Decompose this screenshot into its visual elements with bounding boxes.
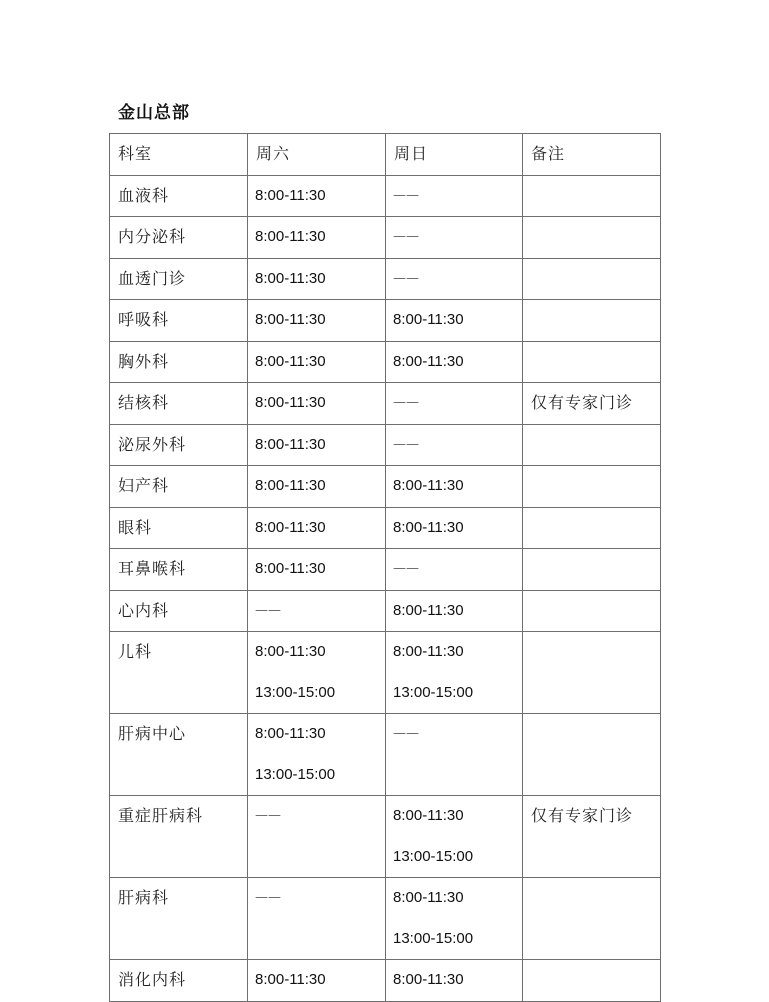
table-row xyxy=(110,341,661,383)
department-name: 心内科 xyxy=(118,600,170,620)
table-row xyxy=(110,714,661,796)
department-cell xyxy=(110,217,248,259)
header-cell-sunday xyxy=(386,134,523,176)
notes-cell xyxy=(523,341,661,383)
saturday-hours-cell xyxy=(248,632,386,714)
department-name: 泌尿外科 xyxy=(118,434,187,454)
department-name: 眼科 xyxy=(118,517,153,537)
header-row xyxy=(110,134,661,176)
hours-text: 8:00-11:30 xyxy=(393,311,464,328)
section-title: 金山总部 xyxy=(118,103,190,123)
header-cell-notes xyxy=(523,134,661,176)
closed-dash: —— xyxy=(255,890,281,905)
department-name: 肝病科 xyxy=(118,888,170,907)
hours-text: 8:00-11:30 xyxy=(255,228,326,245)
department-cell xyxy=(110,960,248,1002)
sunday-hours-cell xyxy=(386,590,523,632)
hours-text: 8:00-11:30 xyxy=(255,643,326,660)
department-cell xyxy=(110,258,248,300)
header-cell-department xyxy=(110,134,248,176)
department-name: 儿科 xyxy=(118,642,153,661)
hours-text: 13:00-15:00 xyxy=(393,929,474,947)
notes-cell xyxy=(523,960,661,1002)
table-row xyxy=(110,590,661,632)
department-name: 肝病中心 xyxy=(118,724,187,743)
table-row xyxy=(110,217,661,259)
hours-text: 8:00-11:30 xyxy=(255,560,326,577)
sunday-hours-cell xyxy=(386,507,523,549)
hours-text: 8:00-11:30 xyxy=(393,352,464,370)
hours-text: 8:00-11:30 xyxy=(255,394,326,411)
sunday-hours-cell xyxy=(386,714,523,796)
hours-text: 8:00-11:30 xyxy=(255,518,326,536)
table-row xyxy=(110,258,661,300)
note-text: 仅有专家门诊 xyxy=(531,806,634,825)
closed-dash: —— xyxy=(255,808,281,823)
saturday-hours-cell xyxy=(248,300,386,342)
department-cell xyxy=(110,383,248,425)
hours-text: 8:00-11:30 xyxy=(255,269,326,287)
hours-text: 13:00-15:00 xyxy=(393,847,474,865)
hours-text: 8:00-11:30 xyxy=(393,643,464,660)
saturday-hours-cell xyxy=(248,878,386,960)
table-row xyxy=(110,549,661,591)
hours-text: 8:00-11:30 xyxy=(255,435,326,453)
department-cell xyxy=(110,341,248,383)
sunday-hours-cell xyxy=(386,175,523,217)
closed-dash: —— xyxy=(393,229,419,244)
table-row xyxy=(110,175,661,217)
header-cell-saturday xyxy=(248,134,386,176)
table-row xyxy=(110,878,661,960)
hours-text: 8:00-11:30 xyxy=(393,971,464,988)
sunday-hours-cell xyxy=(386,632,523,714)
department-name: 耳鼻喉科 xyxy=(118,559,187,578)
notes-cell xyxy=(523,878,661,960)
saturday-hours-cell xyxy=(248,796,386,878)
table-row xyxy=(110,466,661,508)
closed-dash: —— xyxy=(393,395,419,410)
notes-cell xyxy=(523,300,661,342)
closed-dash: —— xyxy=(393,187,419,203)
notes-cell xyxy=(523,590,661,632)
notes-cell xyxy=(523,507,661,549)
table-row xyxy=(110,796,661,878)
department-name: 血透门诊 xyxy=(118,268,187,288)
notes-cell xyxy=(523,217,661,259)
sunday-hours-cell xyxy=(386,383,523,425)
saturday-hours-cell xyxy=(248,590,386,632)
table-row xyxy=(110,383,661,425)
department-cell xyxy=(110,300,248,342)
notes-cell xyxy=(523,175,661,217)
clinic-schedule-table xyxy=(109,133,661,1002)
sunday-hours-cell xyxy=(386,258,523,300)
department-name: 呼吸科 xyxy=(118,310,170,329)
notes-cell xyxy=(523,714,661,796)
sunday-hours-cell xyxy=(386,549,523,591)
department-name: 血液科 xyxy=(118,185,170,205)
hours-text: 8:00-11:30 xyxy=(255,186,326,204)
sunday-hours-cell xyxy=(386,341,523,383)
notes-cell xyxy=(523,424,661,466)
sunday-hours-cell xyxy=(386,466,523,508)
table-row xyxy=(110,507,661,549)
table-row xyxy=(110,300,661,342)
department-cell xyxy=(110,175,248,217)
saturday-hours-cell xyxy=(248,258,386,300)
notes-cell xyxy=(523,632,661,714)
hours-text: 8:00-11:30 xyxy=(255,477,326,494)
department-name: 结核科 xyxy=(118,393,170,412)
department-cell xyxy=(110,796,248,878)
closed-dash: —— xyxy=(393,726,419,741)
hours-text: 8:00-11:30 xyxy=(255,725,326,742)
header-label: 周六 xyxy=(256,144,291,163)
sunday-hours-cell xyxy=(386,878,523,960)
notes-cell xyxy=(523,258,661,300)
table-row xyxy=(110,960,661,1002)
saturday-hours-cell xyxy=(248,549,386,591)
department-cell xyxy=(110,878,248,960)
hours-text: 8:00-11:30 xyxy=(393,477,464,494)
saturday-hours-cell xyxy=(248,466,386,508)
department-name: 内分泌科 xyxy=(118,227,187,246)
department-name: 妇产科 xyxy=(118,476,170,495)
hours-text: 8:00-11:30 xyxy=(393,518,464,536)
notes-cell xyxy=(523,383,661,425)
hours-text: 8:00-11:30 xyxy=(255,352,326,370)
closed-dash: —— xyxy=(255,602,281,618)
saturday-hours-cell xyxy=(248,960,386,1002)
notes-cell xyxy=(523,549,661,591)
note-text: 仅有专家门诊 xyxy=(531,393,634,412)
hours-text: 13:00-15:00 xyxy=(393,683,474,701)
department-name: 重症肝病科 xyxy=(118,806,204,825)
department-name: 胸外科 xyxy=(118,351,170,371)
sunday-hours-cell xyxy=(386,960,523,1002)
department-cell xyxy=(110,549,248,591)
department-cell xyxy=(110,714,248,796)
department-cell xyxy=(110,632,248,714)
saturday-hours-cell xyxy=(248,507,386,549)
sunday-hours-cell xyxy=(386,300,523,342)
closed-dash: —— xyxy=(393,561,419,576)
header-label: 科室 xyxy=(118,144,153,163)
hours-text: 8:00-11:30 xyxy=(393,889,464,906)
department-cell xyxy=(110,507,248,549)
header-label: 周日 xyxy=(394,144,429,163)
saturday-hours-cell xyxy=(248,175,386,217)
sunday-hours-cell xyxy=(386,796,523,878)
hours-text: 13:00-15:00 xyxy=(255,683,336,701)
saturday-hours-cell xyxy=(248,383,386,425)
table-row xyxy=(110,424,661,466)
department-cell xyxy=(110,466,248,508)
sunday-hours-cell xyxy=(386,424,523,466)
department-cell xyxy=(110,590,248,632)
department-cell xyxy=(110,424,248,466)
hours-text: 8:00-11:30 xyxy=(255,971,326,988)
hours-text: 13:00-15:00 xyxy=(255,765,336,783)
hours-text: 8:00-11:30 xyxy=(393,601,464,619)
saturday-hours-cell xyxy=(248,217,386,259)
closed-dash: —— xyxy=(393,270,419,286)
saturday-hours-cell xyxy=(248,424,386,466)
notes-cell xyxy=(523,466,661,508)
saturday-hours-cell xyxy=(248,341,386,383)
table-row xyxy=(110,632,661,714)
hours-text: 8:00-11:30 xyxy=(393,807,464,824)
department-name: 消化内科 xyxy=(118,970,187,989)
hours-text: 8:00-11:30 xyxy=(255,311,326,328)
header-label: 备注 xyxy=(531,144,566,163)
closed-dash: —— xyxy=(393,436,419,452)
notes-cell xyxy=(523,796,661,878)
sunday-hours-cell xyxy=(386,217,523,259)
saturday-hours-cell xyxy=(248,714,386,796)
